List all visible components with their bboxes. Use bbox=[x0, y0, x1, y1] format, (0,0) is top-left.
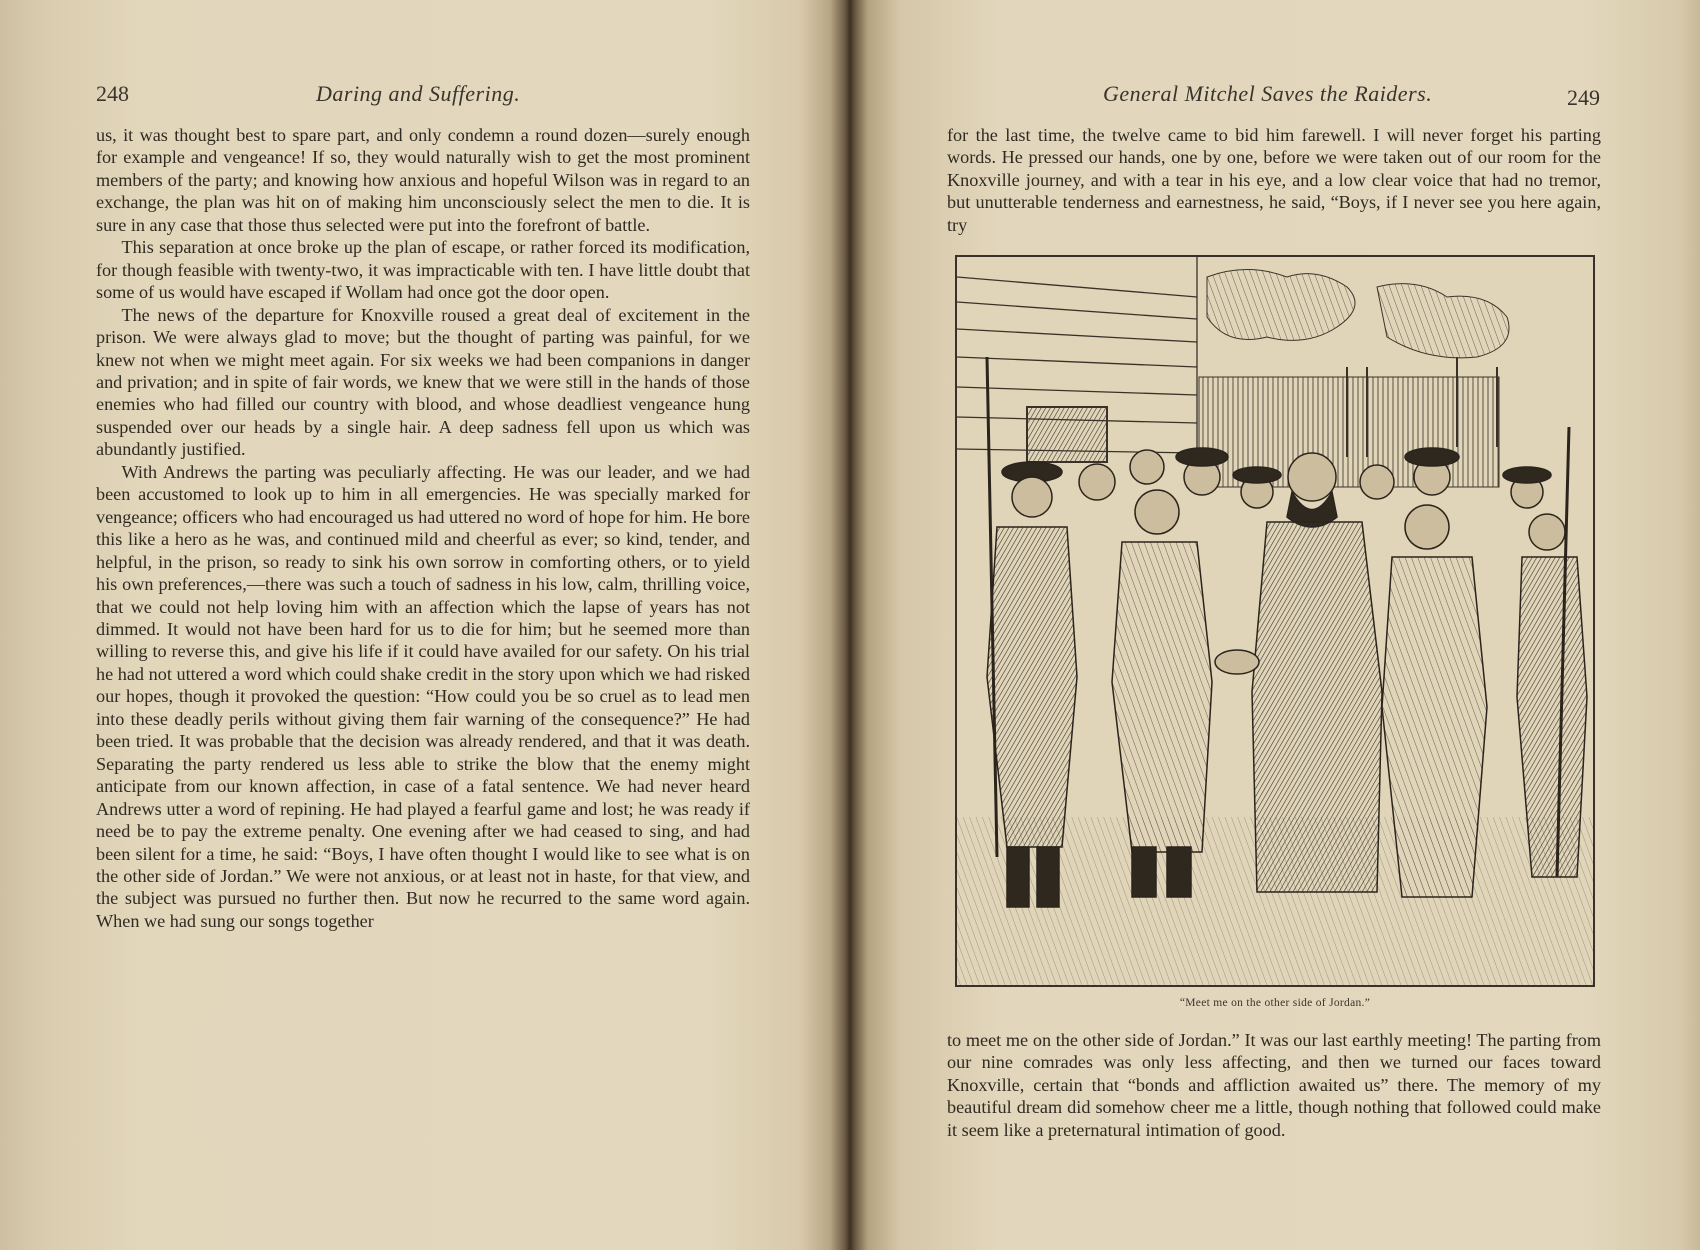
paragraph: us, it was thought best to spare part, and only condemn a round dozen—surely enough for example and vengeance! If so, they would naturally wish to get the most prominent members of the party; and knowing how anxious and hopeful Wilson was in regard to an exchange, the plan was hit on of making him unconsciously select the men to die. It is sure in any case that those thus selected were put into the forefront of battle. bbox=[96, 125, 750, 235]
running-title: General Mitchel Saves the Raiders. bbox=[1103, 81, 1433, 106]
body-text-above-illustration bbox=[947, 124, 1601, 236]
page-number: 248 bbox=[96, 81, 129, 106]
body-text-below-illustration bbox=[947, 1029, 1601, 1141]
right-page bbox=[855, 0, 1700, 1250]
page-number: 249 bbox=[1567, 85, 1600, 110]
paragraph: for the last time, the twelve came to bid him farewell. I will never forget his parting words. He pressed our hands, one by one, before we were taken out of our room for the Knoxville journey, and with a tear in his eye, and a low clear voice that had no tremor, but unutterable tenderness and earnestness, he said, “Boys, if I never see you here again, try bbox=[947, 125, 1601, 235]
engraving-illustration bbox=[955, 255, 1595, 987]
paragraph: With Andrews the parting was peculiarly affecting. He was our leader, and we had been accustomed to look up to him in all emergencies. He was specially marked for vengeance; officers who had encouraged us had uttered no word of hope for him. He bore this like a hero as he was, and continued mild and cheerful as ever; so kind, tender, and helpful, in the prison, so ready to sink his own sorrow in comforting others, or to yield his own preferences,—there was such a touch of sadness in his low, calm, thrilling voice, that we could not help loving him with an affection which the lapse of years has not dimmed. It would not have been hard for us to die for him; but he seemed more than willing to reverse this, and give his life if it could have availed for our safety. On his trial he had not uttered a word which could shake credit in the story upon which we had risked our hopes, though it provoked the question: “How could you be so cruel as to lead men into these deadly perils without giving them fair warning of the consequence?” He had been tried. It was probable that the decision was already rendered, and that it was death. Separating the party rendered us less able to strike the blow that the enemy might anticipate from our known affection, in case of a fatal sentence. We had never heard Andrews utter a word of repining. He had played a fearful game and lost; he was ready if need be to pay the extreme penalty. One evening after we had ceased to sing, and had been silent for a time, he said: “Boys, I have often thought I would like to see what is on the other side of Jordan.” We were not anxious, or at least not in haste, for that view, and the subject was pursued no further then. But now he recurred to the same word again. When we had sung our songs together bbox=[96, 461, 750, 931]
paragraph: This separation at once broke up the plan of escape, or rather forced its modification, for though feasible with twenty-two, it was impracticable with ten. I have little doubt that some of us would have escaped if Wollam had once got the door open. bbox=[96, 237, 750, 303]
paragraph: to meet me on the other side of Jordan.” It was our last earthly meeting! The parting from our nine comrades was only less affecting, and then we turned our faces toward Knoxville, certain that “bonds and affliction awaited us” there. The memory of my beautiful dream did somehow cheer me a little, though nothing that followed could make it seem like a preternatural intimation of good. bbox=[947, 1030, 1601, 1140]
running-title: Daring and Suffering. bbox=[316, 81, 521, 106]
illustration-caption: “Meet me on the other side of Jordan.” bbox=[1179, 997, 1371, 1009]
body-text bbox=[96, 124, 750, 932]
paragraph: The news of the departure for Knoxville roused a great deal of excitement in the prison. We were always glad to move; but the thought of parting was painful, for we knew not when we might meet again. For six weeks we had been companions in danger and privation; and in spite of fair words, we knew that we were still in the hands of those enemies who had filled our country with blood, and whose deadliest vengeance hung suspended over our heads by a single hair. A deep sadness fell upon us which was abundantly justified. bbox=[96, 304, 750, 460]
engraving-drawing bbox=[957, 257, 1593, 985]
left-page bbox=[0, 0, 845, 1250]
